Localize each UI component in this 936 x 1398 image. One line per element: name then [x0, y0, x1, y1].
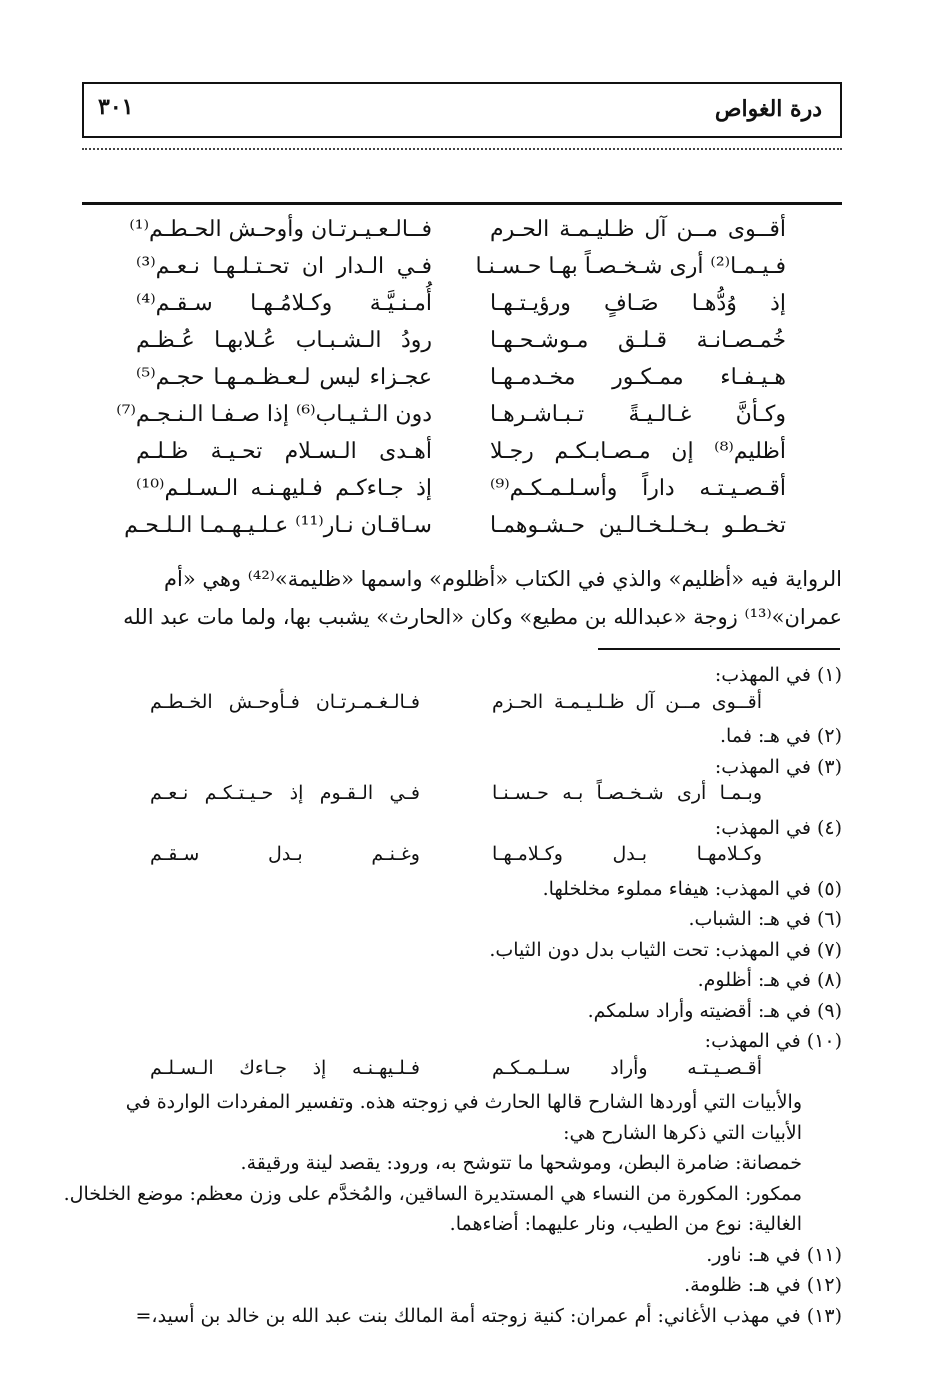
hemistich-left: إذ جـاءكـم فـليهـنـه الـسـلـم⁽¹⁰⁾: [136, 476, 432, 501]
footnote: (١٣) في مهذب الأغاني: أم عمران: كنية زوجته أمة المالك بنت عبد الله بن خالد بن أسيد،=: [135, 1304, 842, 1327]
prose-line: الرواية فيه «أظليم» والذي في الكتاب «أظلوم» واسمها «ظليمة»⁽⁴²⁾ وهي «أم: [163, 567, 842, 591]
footnote: (١١) في هـ: ناور.: [706, 1243, 842, 1266]
footnote: (١٠) في المهذب:: [704, 1030, 842, 1052]
dotted-divider: [82, 148, 842, 150]
hemistich-right: وكـلامهـا بـدل وكـلامـهـا: [492, 843, 762, 865]
gloss-entry: ممكور: المكورة من النساء هي المستديرة الساقين، والمُخدَّم على وزن معظم: موضع الخلخال.: [63, 1182, 802, 1205]
hemistich-left: فــالـعـيـرتـان وأوحـش الحـطـم⁽¹⁾: [129, 217, 432, 242]
hemistich-left: عجـزاء ليس لـعـظـمـهـا حجـم⁽⁵⁾: [136, 365, 432, 390]
hemistich-left: فـي الـدار ان تحـتـلـهـا نـعـم⁽³⁾: [136, 254, 432, 279]
footnote: (٣) في المهذب:: [714, 755, 842, 778]
verse: [82, 437, 842, 474]
footnote: (٩) في هـ: أقضيته وأراد سلمكم.: [587, 999, 842, 1022]
footnotes: [63, 660, 842, 1331]
hemistich-right: فـيـمـا⁽²⁾ أرى شـخـصـاً بهـا حـسـنـا: [475, 254, 786, 279]
horizontal-rule: [82, 202, 842, 205]
hemistich-left: دون الـثـيـاب⁽⁶⁾ إذا صـفـا الـنـجـم⁽⁷⁾: [116, 402, 432, 427]
hemistich-right: خُمـصـانـة قـلـق مـوشـحـهـا: [490, 328, 786, 353]
verse: [82, 400, 842, 437]
book-title: درة الغواص: [714, 96, 822, 122]
footnote: (١) في المهذب:: [714, 664, 842, 686]
footnote-divider: [598, 648, 840, 650]
footnote: (٤) في المهذب:: [714, 816, 842, 839]
verse: [82, 215, 842, 252]
hemistich-left: فـلـيهـنـه إذ جـاءك الـسـلـم: [150, 1056, 420, 1079]
footnote-verse: [70, 691, 842, 722]
hemistich-right: تخـطـو بـخـلـخـالـين حـشـوهمـا: [490, 513, 786, 538]
footnote: (٨) في هـ: أظلوم.: [697, 969, 842, 991]
hemistich-right: أقـصـيـتـه داراً وأسـلـمـكـم⁽⁹⁾: [490, 476, 786, 501]
hemistich-left: وغـنـم بـدل سـقـم: [150, 843, 420, 865]
footnote: (٢) في هـ: فما.: [720, 725, 842, 747]
hemistich-right: أظليم⁽⁸⁾ إن مـصـابـكـم رجـلا: [490, 439, 786, 464]
hemistich-left: فـالـغـمـرتـان فـأوحـش الخـطـم: [150, 690, 420, 713]
footnote-text: والأبيات التي أوردها الشارح قالها الحارث في زوجته هذه. وتفسير المفردات الواردة في: [125, 1091, 802, 1113]
hemistich-right: إذ وُدُّهـا صَـافٍ ورؤيـتـهـا: [490, 291, 786, 316]
hemistich-left: رودُ الـشـبـاب عُـلابهـا عُـظـم: [136, 328, 432, 353]
footnote-verse: [70, 782, 842, 813]
body-paragraph: [70, 560, 842, 636]
footnote-verse: [70, 1057, 842, 1088]
footnote-text: الأبيات التي ذكرها الشارح هي:: [563, 1121, 802, 1144]
verse: [82, 511, 842, 548]
hemistich-right: أقــوى مــن آل ظـلـيـمـة الحـزم: [492, 690, 762, 713]
verse: [82, 252, 842, 289]
verse: [82, 289, 842, 326]
hemistich-right: هـيـفـاء ممـكـور مخـدمـهـا: [490, 365, 786, 390]
footnote: (٥) في المهذب: هيفاء مملوء مخلخلها.: [542, 877, 842, 900]
hemistich-right: أقــوى مــن آل ظـليـمـة الحـرم: [490, 217, 786, 242]
footnote: (٦) في هـ: الشباب.: [688, 908, 842, 930]
verse: [82, 474, 842, 511]
footnote-verse: [70, 843, 842, 874]
hemistich-right: وكـأنَّ غـالـيـةً تـبـاشـرهـا: [490, 402, 786, 427]
verse: [82, 326, 842, 363]
hemistich-right: وبـمـا أرى شـخـصـاً بـه حـسـنـا: [492, 782, 762, 804]
verse: [82, 363, 842, 400]
hemistich-right: أقـصـيـتـه وأراد سـلـمـكـم: [492, 1056, 762, 1079]
hemistich-left: أُمـنـيَّـة وكـلامُـهـا سـقـم⁽⁴⁾: [136, 291, 432, 316]
gloss-entry: خمصانة: ضامرة البطن، وموشحها ما تتوشح به، ورود: يقصد لينة ورقيقة.: [240, 1152, 802, 1174]
hemistich-left: أهـدى الـسـلام تحـيـة ظـلـم: [136, 439, 432, 464]
gloss-entry: الغالية: نوع من الطيب، ونار عليهما: أضاءهما.: [449, 1213, 802, 1235]
footnote: (٧) في المهذب: تحت الثياب بدل دون الثياب.: [489, 938, 842, 961]
footnote: (١٢) في هـ: ظلومة.: [684, 1274, 842, 1296]
hemistich-left: سـاقـان نـار⁽¹¹⁾ عـلـيـهـمـا الـلـحـم: [124, 513, 432, 538]
hemistich-left: فـي الـقـوم إذ حـيـتـكـم نـعـم: [150, 782, 420, 804]
page-header: [82, 82, 842, 138]
page-number: ٣٠١: [98, 94, 134, 120]
poem: [82, 215, 842, 548]
prose-line: عمران»⁽¹³⁾ زوجة «عبدالله بن مطيع» وكان «الحارث» يشبب بها، ولما مات عبد الله: [123, 605, 842, 629]
